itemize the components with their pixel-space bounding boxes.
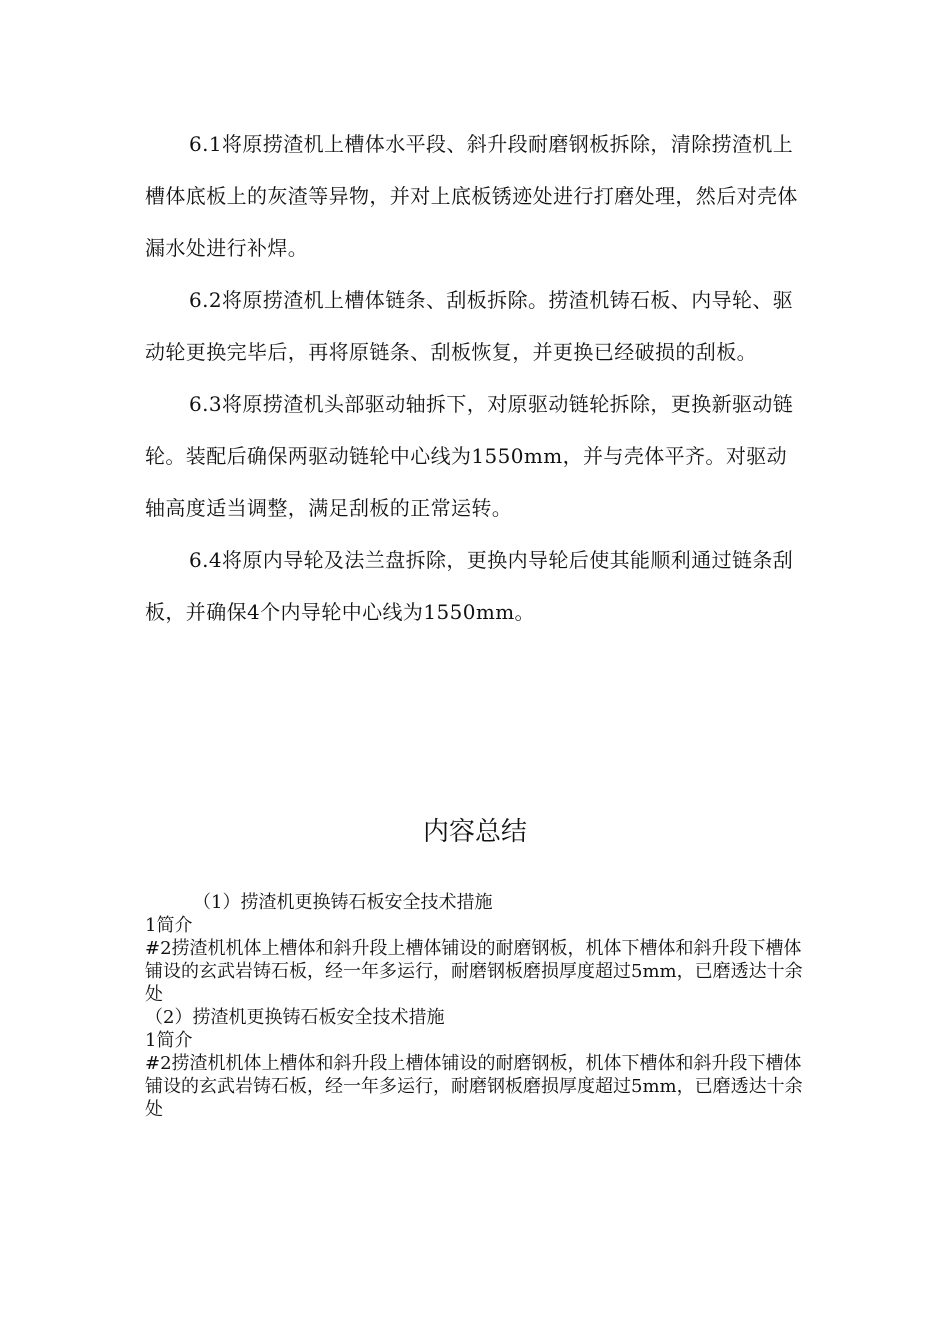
- summary-text: #2捞渣机机体上槽体和斜升段上槽体铺设的耐磨钢板，机体下槽体和斜升段下槽体铺设的玄武岩铸石板，经一年多运行，耐磨钢板磨损厚度超过5mm，已磨透达十余处: [145, 1053, 803, 1120]
- summary-item-title: （2）捞渣机更换铸石板安全技术措施: [145, 1007, 445, 1028]
- summary-subheading: 1简介: [145, 1030, 193, 1051]
- paragraph-6-3: 6.3将原捞渣机头部驱动轴拆下，对原驱动链轮拆除，更换新驱动链轮。装配后确保两驱动链轮中心线为1550mm，并与壳体平齐。对驱动轴高度适当调整，满足刮板的正常运转。: [145, 392, 794, 520]
- summary-item-title: （1）捞渣机更换铸石板安全技术措施: [193, 892, 493, 913]
- procedure-section: [145, 118, 805, 638]
- paragraph-6-2: 6.2将原捞渣机上槽体链条、刮板拆除。捞渣机铸石板、内导轮、驱动轮更换完毕后，再将原链条、刮板恢复，并更换已经破损的刮板。: [145, 288, 794, 364]
- summary-subheading: 1简介: [145, 915, 193, 936]
- paragraph-6-1: 6.1将原捞渣机上槽体水平段、斜升段耐磨钢板拆除，清除捞渣机上槽体底板上的灰渣等异物，并对上底板锈迹处进行打磨处理，然后对壳体漏水处进行补焊。: [145, 132, 798, 260]
- summary-section: [145, 891, 805, 1121]
- summary-text: #2捞渣机机体上槽体和斜升段上槽体铺设的耐磨钢板，机体下槽体和斜升段下槽体铺设的玄武岩铸石板，经一年多运行，耐磨钢板磨损厚度超过5mm，已磨透达十余处: [145, 938, 803, 1005]
- summary-heading: 内容总结: [422, 816, 527, 847]
- paragraph-6-4: 6.4将原内导轮及法兰盘拆除，更换内导轮后使其能顺利通过链条刮板，并确保4个内导轮中心线为1550mm。: [145, 548, 794, 624]
